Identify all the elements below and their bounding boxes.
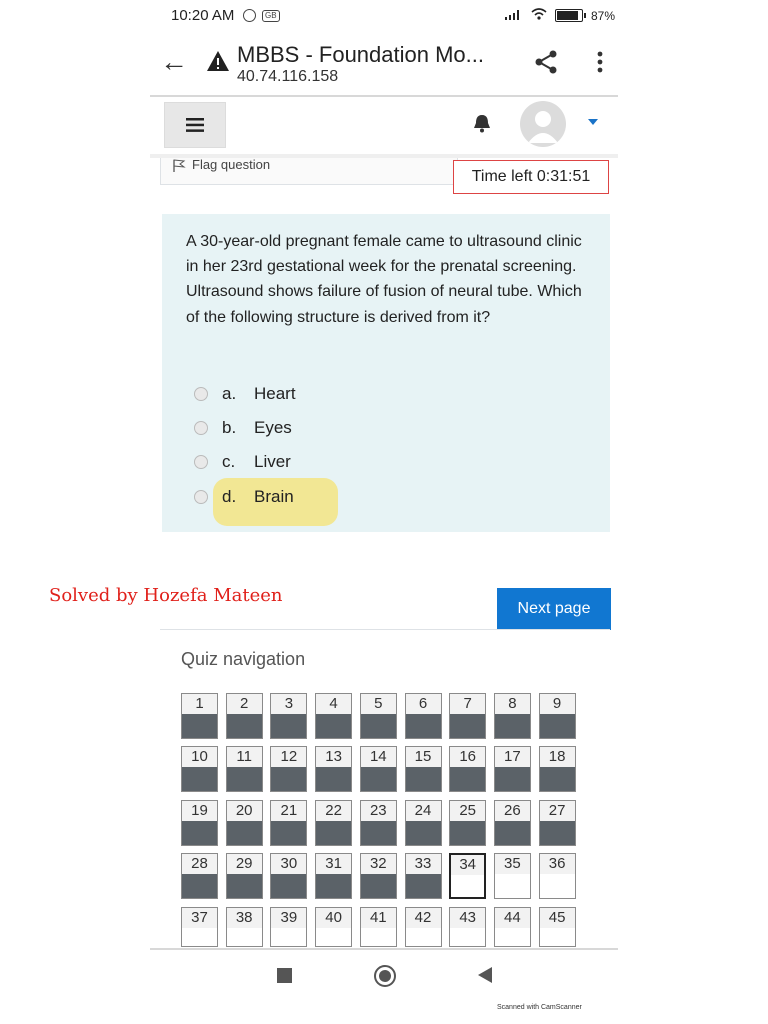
wifi-icon	[531, 8, 547, 23]
quiz-nav-button[interactable]	[539, 693, 576, 739]
answered-indicator	[406, 874, 441, 898]
quiz-nav-number: 32	[361, 854, 396, 874]
option-letter: b.	[222, 418, 237, 437]
quiz-nav-number: 31	[316, 854, 351, 874]
answered-indicator	[495, 767, 530, 791]
quiz-nav-button[interactable]	[226, 853, 263, 899]
quiz-nav-button[interactable]	[449, 907, 486, 947]
option-label: Brain	[254, 487, 294, 506]
answered-indicator	[406, 821, 441, 845]
radio-button[interactable]	[194, 455, 208, 469]
quiz-nav-button[interactable]	[360, 693, 397, 739]
quiz-nav-number: 15	[406, 747, 441, 767]
quiz-nav-button[interactable]	[449, 853, 486, 899]
quiz-nav-button[interactable]	[315, 853, 352, 899]
quiz-nav-button[interactable]	[405, 746, 442, 792]
option-label: Liver	[254, 452, 291, 471]
quiz-nav-number: 33	[406, 854, 441, 874]
answered-indicator	[271, 821, 306, 845]
quiz-nav-button[interactable]	[226, 693, 263, 739]
quiz-nav-number: 1	[182, 694, 217, 714]
quiz-nav-number: 17	[495, 747, 530, 767]
quiz-nav-number: 23	[361, 801, 396, 821]
recent-apps-icon[interactable]	[277, 968, 292, 983]
quiz-nav-button[interactable]	[226, 907, 263, 947]
status-time: 10:20 AM	[171, 7, 235, 24]
quiz-nav-number: 27	[540, 801, 575, 821]
answered-indicator	[227, 767, 262, 791]
quiz-nav-number: 45	[540, 908, 575, 928]
answered-indicator	[540, 767, 575, 791]
status-system-icons	[505, 8, 615, 23]
quiz-nav-button[interactable]	[360, 800, 397, 846]
radio-button[interactable]	[194, 421, 208, 435]
quiz-nav-number: 9	[540, 694, 575, 714]
content-bottom-divider	[150, 948, 618, 950]
option-a[interactable]	[194, 384, 296, 404]
quiz-nav-number: 11	[227, 747, 262, 767]
quiz-nav-number: 19	[182, 801, 217, 821]
answered-indicator	[406, 714, 441, 738]
quiz-nav-number: 35	[495, 854, 530, 874]
answered-indicator	[182, 821, 217, 845]
radio-button[interactable]	[194, 490, 208, 504]
answered-indicator	[361, 767, 396, 791]
quiz-nav-number: 41	[361, 908, 396, 928]
answered-indicator	[495, 821, 530, 845]
option-letter: d.	[222, 487, 237, 506]
answered-indicator	[227, 714, 262, 738]
answered-indicator	[182, 767, 217, 791]
quiz-nav-button[interactable]	[449, 800, 486, 846]
quiz-nav-number: 30	[271, 854, 306, 874]
page-title: MBBS - Foundation Mo...	[237, 42, 484, 67]
quiz-nav-button[interactable]	[405, 693, 442, 739]
question-text: A 30-year-old pregnant female came to ultrasound clinic in her 23rd gestational week for the prenatal screening. Ultrasound shows failure of fusion of neural tube. Which of the following structure is derived from it?	[186, 233, 582, 326]
answered-indicator	[316, 874, 351, 898]
scanner-watermark: Scanned with CamScanner	[497, 1004, 582, 1011]
quiz-nav-number: 13	[316, 747, 351, 767]
menu-button[interactable]	[164, 102, 226, 148]
quiz-nav-number: 24	[406, 801, 441, 821]
quiz-nav-number: 42	[406, 908, 441, 928]
quiz-nav-button[interactable]	[315, 907, 352, 947]
answered-indicator	[182, 874, 217, 898]
quiz-nav-button[interactable]	[539, 746, 576, 792]
quiz-nav-number: 26	[495, 801, 530, 821]
flag-icon[interactable]	[172, 159, 186, 178]
option-letter: a.	[222, 384, 237, 403]
quiz-nav-button[interactable]	[449, 693, 486, 739]
signal-icon	[505, 8, 523, 23]
quiz-nav-number: 37	[182, 908, 217, 928]
quiz-nav-button[interactable]	[494, 853, 531, 899]
quiz-nav-button[interactable]	[270, 693, 307, 739]
quiz-nav-button[interactable]	[270, 746, 307, 792]
back-arrow-icon[interactable]: ←	[160, 46, 188, 77]
answered-indicator	[316, 767, 351, 791]
warning-icon	[206, 50, 230, 77]
quiz-nav-number: 18	[540, 747, 575, 767]
quiz-nav-button[interactable]	[360, 853, 397, 899]
option-letter: c.	[222, 452, 236, 471]
flag-question-link[interactable]: Flag question	[192, 157, 271, 172]
system-back-icon[interactable]	[478, 967, 492, 983]
quiz-nav-number: 38	[227, 908, 262, 928]
answered-indicator	[540, 821, 575, 845]
answered-indicator	[361, 874, 396, 898]
quiz-nav-number: 20	[227, 801, 262, 821]
quiz-nav-number: 34	[451, 855, 484, 875]
option-label: Eyes	[254, 418, 292, 437]
next-page-button[interactable]: Next page	[497, 588, 611, 630]
answered-indicator	[406, 767, 441, 791]
quiz-nav-button[interactable]	[315, 693, 352, 739]
answered-indicator	[271, 874, 306, 898]
quiz-nav-number: 21	[271, 801, 306, 821]
more-options-icon[interactable]	[597, 50, 603, 79]
quiz-nav-button[interactable]	[494, 746, 531, 792]
share-icon[interactable]	[534, 50, 558, 79]
hamburger-icon	[186, 118, 204, 132]
whatsapp-icon	[243, 9, 256, 22]
quiz-nav-button[interactable]	[539, 853, 576, 899]
appbar-divider	[150, 95, 618, 97]
quiz-nav-button[interactable]	[270, 853, 307, 899]
quiz-nav-number: 25	[450, 801, 485, 821]
quiz-nav-number: 6	[406, 694, 441, 714]
quiz-nav-button[interactable]	[405, 853, 442, 899]
quiz-nav-number: 14	[361, 747, 396, 767]
battery-icon	[555, 9, 583, 22]
answered-indicator	[450, 767, 485, 791]
quiz-nav-button[interactable]	[181, 746, 218, 792]
option-label: Heart	[254, 384, 296, 403]
answered-indicator	[540, 714, 575, 738]
answered-indicator	[495, 714, 530, 738]
quiz-nav-button[interactable]	[405, 800, 442, 846]
option-c[interactable]	[194, 452, 291, 472]
quiz-nav-button[interactable]	[315, 800, 352, 846]
radio-button[interactable]	[194, 387, 208, 401]
answered-indicator	[316, 821, 351, 845]
quiz-nav-number: 10	[182, 747, 217, 767]
quiz-nav-number: 12	[271, 747, 306, 767]
home-icon[interactable]	[374, 965, 396, 987]
quiz-nav-number: 7	[450, 694, 485, 714]
quiz-nav-button[interactable]	[270, 800, 307, 846]
answered-indicator	[316, 714, 351, 738]
quiz-nav-button[interactable]	[226, 746, 263, 792]
answered-indicator	[227, 821, 262, 845]
quiz-nav-number: 22	[316, 801, 351, 821]
quiz-nav-number: 44	[495, 908, 530, 928]
quiz-nav-number: 29	[227, 854, 262, 874]
quiz-nav-number: 2	[227, 694, 262, 714]
quiz-nav-number: 3	[271, 694, 306, 714]
quiz-nav-number: 16	[450, 747, 485, 767]
quiz-nav-button[interactable]	[449, 746, 486, 792]
page-url: 40.74.116.158	[237, 68, 339, 85]
quiz-nav-number: 5	[361, 694, 396, 714]
answered-indicator	[361, 714, 396, 738]
quiz-nav-button[interactable]	[360, 746, 397, 792]
quiz-nav-button[interactable]	[405, 907, 442, 947]
answered-indicator	[271, 767, 306, 791]
battery-percent: 87%	[591, 8, 616, 23]
quiz-nav-button[interactable]	[494, 693, 531, 739]
answered-indicator	[450, 821, 485, 845]
quiz-nav-button[interactable]	[539, 907, 576, 947]
quiz-timer: Time left 0:31:51	[453, 160, 609, 194]
option-d[interactable]	[194, 487, 294, 507]
quiz-nav-button[interactable]	[494, 907, 531, 947]
quiz-nav-button[interactable]	[315, 746, 352, 792]
quiz-nav-number: 40	[316, 908, 351, 928]
solved-by-note: Solved by Hozefa Mateen	[49, 585, 283, 606]
quiz-nav-number: 28	[182, 854, 217, 874]
answered-indicator	[361, 821, 396, 845]
nav-divider	[160, 629, 610, 630]
quiz-navigation-title: Quiz navigation	[181, 649, 306, 669]
answered-indicator	[450, 714, 485, 738]
quiz-nav-button[interactable]	[360, 907, 397, 947]
answered-indicator	[271, 714, 306, 738]
quiz-nav-button[interactable]	[181, 800, 218, 846]
answered-indicator	[182, 714, 217, 738]
quiz-nav-button[interactable]	[181, 907, 218, 947]
status-notification-icons	[243, 9, 280, 22]
quiz-nav-number: 4	[316, 694, 351, 714]
quiz-nav-number: 43	[450, 908, 485, 928]
quiz-nav-button[interactable]	[494, 800, 531, 846]
quiz-nav-button[interactable]	[181, 853, 218, 899]
option-b[interactable]	[194, 418, 292, 438]
user-avatar[interactable]	[520, 101, 566, 147]
quiz-nav-number: 39	[271, 908, 306, 928]
quiz-nav-button[interactable]	[181, 693, 218, 739]
user-menu-caret-icon[interactable]	[588, 119, 598, 125]
quiz-nav-button[interactable]	[226, 800, 263, 846]
notification-bell-icon[interactable]	[472, 113, 492, 138]
quiz-nav-number: 36	[540, 854, 575, 874]
sim-badge: GB	[262, 10, 280, 22]
quiz-nav-number: 8	[495, 694, 530, 714]
answered-indicator	[227, 874, 262, 898]
quiz-nav-button[interactable]	[539, 800, 576, 846]
quiz-nav-button[interactable]	[270, 907, 307, 947]
